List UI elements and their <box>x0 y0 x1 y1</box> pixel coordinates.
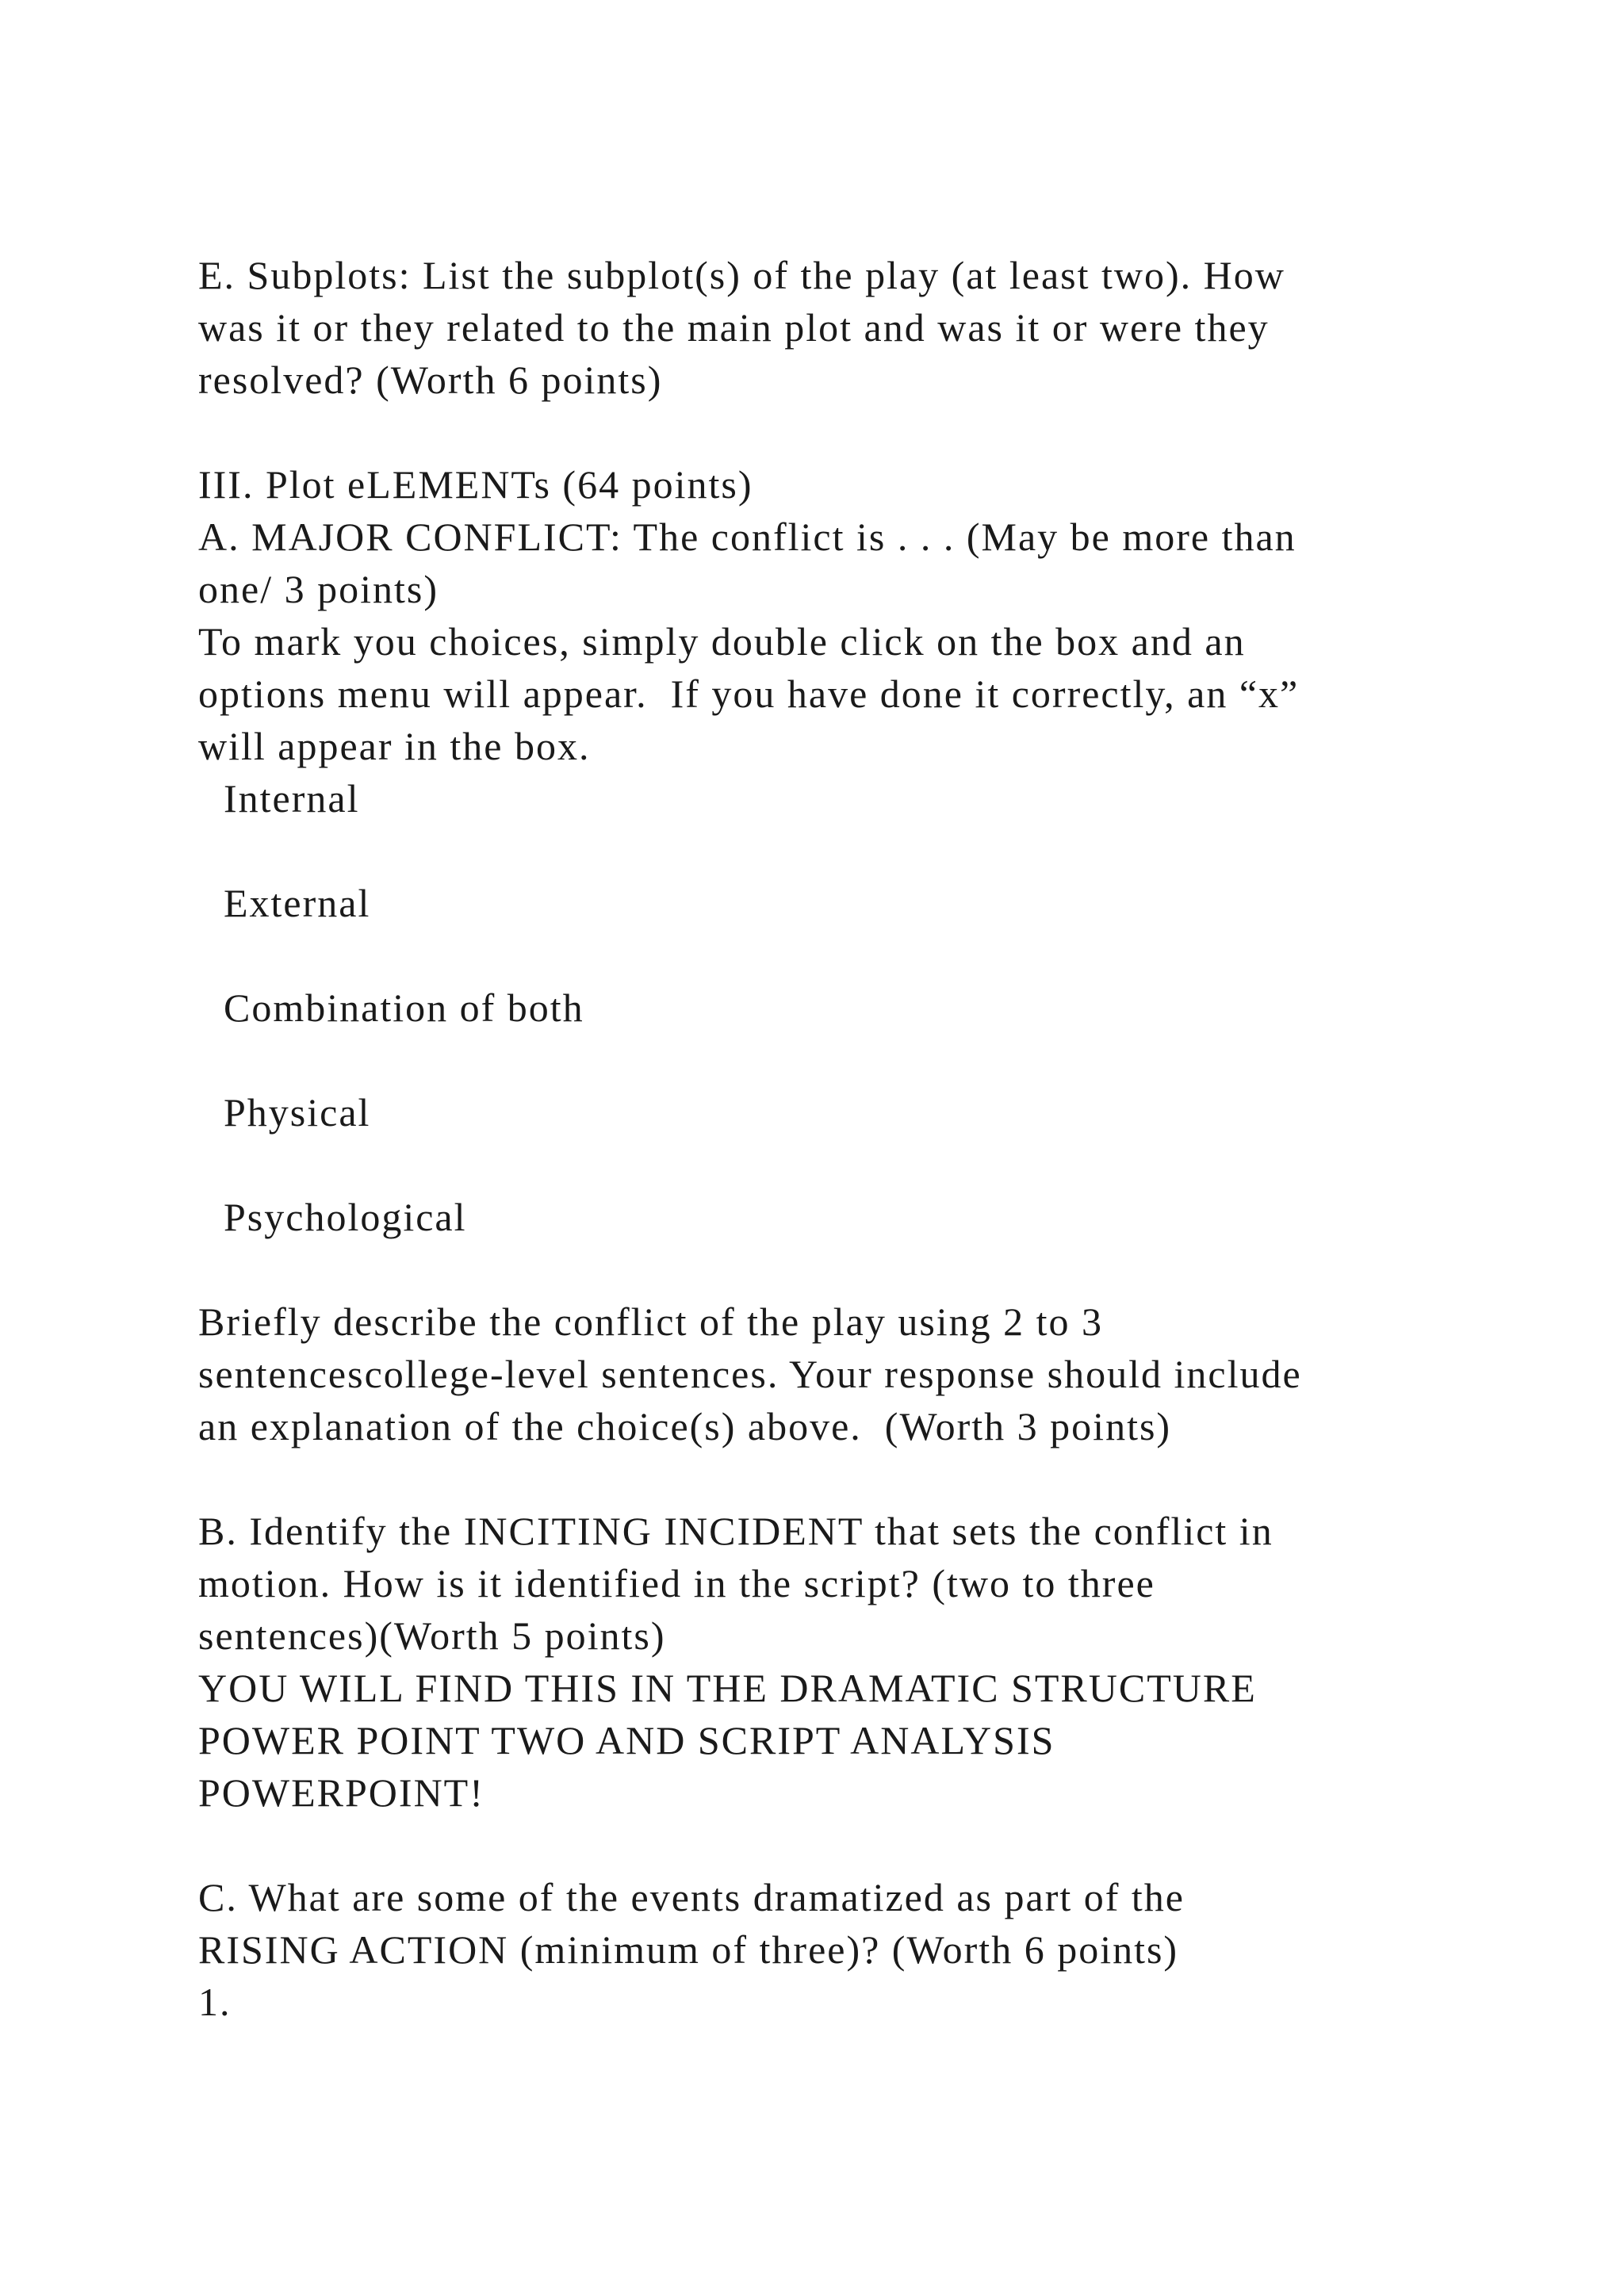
paragraph-line: POWER POINT TWO AND SCRIPT ANALYSIS <box>198 1718 1055 1762</box>
paragraph-line: B. Identify the INCITING INCIDENT that sets the conflict in <box>198 1509 1274 1553</box>
checkbox-option-combination[interactable]: Combination of both <box>224 985 584 1030</box>
checkbox-option-physical[interactable]: Physical <box>224 1090 371 1135</box>
paragraph-line: was it or they related to the main plot and was it or were they <box>198 305 1270 350</box>
conflict-description-prompt <box>198 1295 1467 1452</box>
spacer <box>198 1452 1467 1505</box>
spacer <box>198 1243 1467 1295</box>
section-c-rising-action <box>198 1871 1467 2028</box>
paragraph-line: will appear in the box. <box>198 724 591 768</box>
spacer <box>198 406 1467 458</box>
paragraph-line: To mark you choices, simply double click on the box and an <box>198 619 1246 664</box>
paragraph-line: E. Subplots: List the subplot(s) of the play (at least two). How <box>198 253 1285 297</box>
paragraph-line: resolved? (Worth 6 points) <box>198 358 663 402</box>
paragraph-line: POWERPOINT! <box>198 1770 485 1815</box>
spacer <box>198 929 1467 982</box>
paragraph-line: RISING ACTION (minimum of three)? (Worth 6 points) <box>198 1927 1179 1972</box>
paragraph-line: C. What are some of the events dramatized as part of the <box>198 1875 1185 1919</box>
paragraph-line: YOU WILL FIND THIS IN THE DRAMATIC STRUCTURE <box>198 1666 1257 1710</box>
paragraph-line: an explanation of the choice(s) above. (Worth 3 points) <box>198 1404 1172 1448</box>
spacer <box>198 1138 1467 1191</box>
spacer <box>198 825 1467 877</box>
checkbox-option-internal[interactable]: Internal <box>224 776 360 821</box>
paragraph-line: one/ 3 points) <box>198 567 439 611</box>
list-item-number: 1. <box>198 1980 232 2024</box>
spacer <box>198 1819 1467 1871</box>
checkbox-option-external[interactable]: External <box>224 881 371 925</box>
section-b-inciting-incident <box>198 1505 1467 1819</box>
paragraph-line: sentences)(Worth 5 points) <box>198 1613 666 1658</box>
section-e-subplots <box>198 249 1467 406</box>
paragraph-line: Briefly describe the conflict of the play using 2 to 3 <box>198 1299 1104 1344</box>
checkbox-option-psychological[interactable]: Psychological <box>224 1195 467 1239</box>
conflict-options-list <box>198 772 1467 1243</box>
paragraph-line: options menu will appear. If you have done it correctly, an “x” <box>198 672 1300 716</box>
document-body <box>198 249 1467 2028</box>
paragraph-line: motion. How is it identified in the script? (two to three <box>198 1561 1155 1605</box>
paragraph-line: sentencescollege-level sentences. Your response should include <box>198 1352 1302 1396</box>
spacer <box>198 1034 1467 1086</box>
paragraph-line: A. MAJOR CONFLICT: The conflict is . . . (May be more than <box>198 515 1297 559</box>
section-heading: III. Plot eLEMENTs (64 points) <box>198 462 753 507</box>
section-a-major-conflict <box>198 511 1467 772</box>
